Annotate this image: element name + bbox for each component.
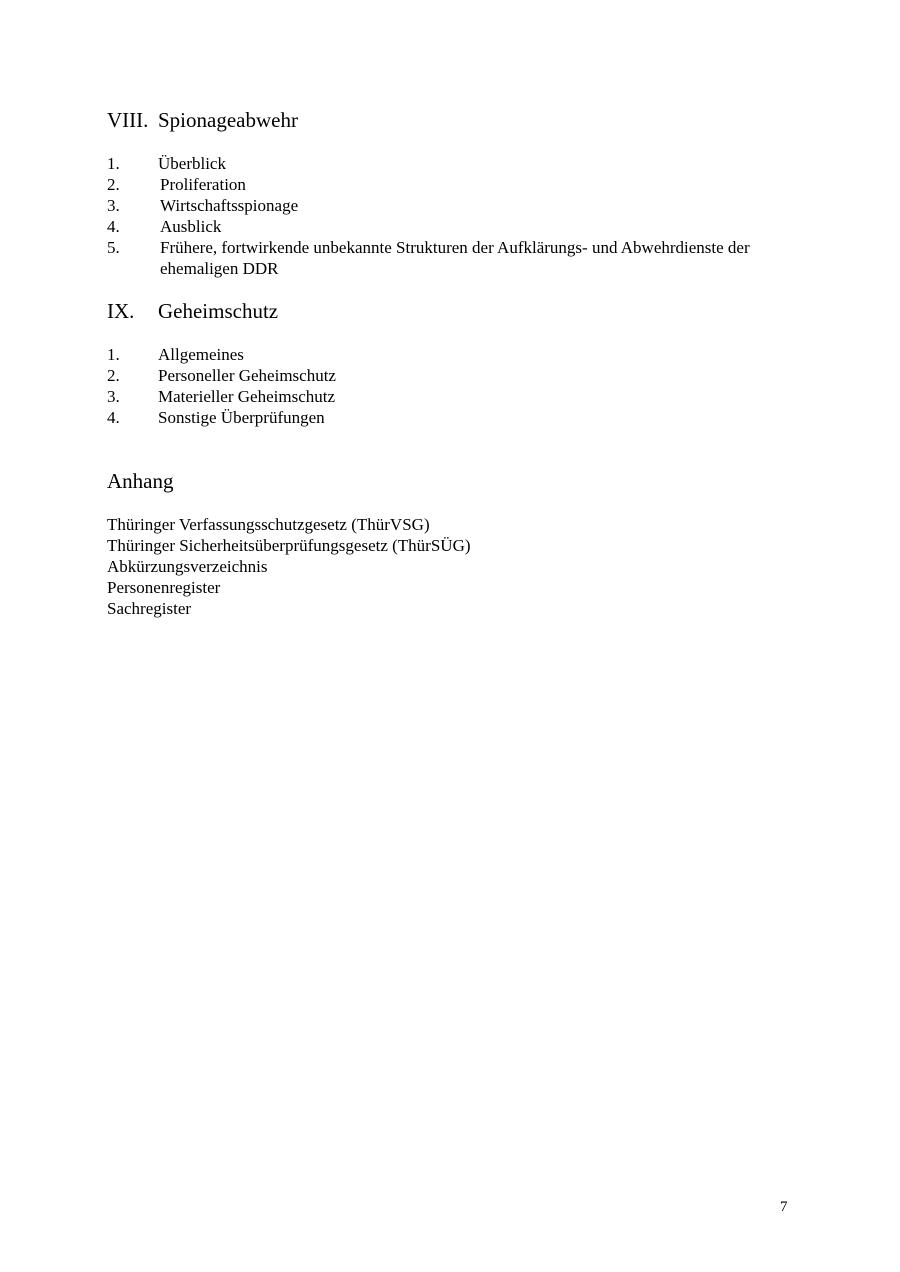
item-number: 1. (107, 345, 120, 364)
list-item: Personenregister (107, 578, 221, 597)
section-heading-ix (107, 299, 278, 323)
section-ix-list (107, 344, 336, 428)
item-number: 1. (107, 154, 120, 173)
item-label: Ausblick (160, 217, 222, 236)
section-title: Spionageabwehr (158, 108, 298, 132)
item-number: 4. (107, 408, 120, 427)
list-item (107, 216, 797, 237)
item-number: 2. (107, 366, 120, 385)
item-number: 3. (107, 387, 120, 406)
appendix-heading: Anhang (107, 469, 174, 493)
item-label: Personeller Geheimschutz (158, 366, 336, 385)
item-label: Frühere, fortwirkende unbekannte Strukturen der Aufklärungs- und Abwehrdienste der ehemaligen DDR (160, 238, 750, 278)
section-number: VIII. (107, 108, 149, 132)
section-number: IX. (107, 299, 135, 323)
item-number: 2. (107, 175, 120, 194)
list-item: Sachregister (107, 599, 192, 618)
list-item (107, 386, 336, 407)
section-heading-viii (107, 108, 298, 132)
section-title: Geheimschutz (158, 299, 279, 323)
item-number: 3. (107, 196, 120, 215)
list-item (107, 195, 797, 216)
item-label: Wirtschaftsspionage (160, 196, 299, 215)
item-label: Allgemeines (158, 345, 244, 364)
list-item (107, 237, 797, 279)
list-item: Abkürzungsverzeichnis (107, 557, 268, 576)
item-label: Sonstige Überprüfungen (158, 408, 325, 427)
list-item (107, 174, 797, 195)
item-label: Materieller Geheimschutz (158, 387, 336, 406)
list-item (107, 153, 797, 174)
section-viii-list (107, 153, 797, 279)
item-number: 5. (107, 238, 120, 257)
item-label: Überblick (158, 154, 226, 173)
list-item (107, 344, 336, 365)
list-item (107, 407, 336, 428)
appendix-list (107, 514, 471, 619)
list-item: Thüringer Verfassungsschutzgesetz (ThürVSG) (107, 515, 430, 534)
page-number: 7 (780, 1199, 788, 1215)
item-number: 4. (107, 217, 120, 236)
list-item: Thüringer Sicherheitsüberprüfungsgesetz (ThürSÜG) (107, 536, 471, 555)
list-item (107, 365, 336, 386)
item-label: Proliferation (160, 175, 246, 194)
